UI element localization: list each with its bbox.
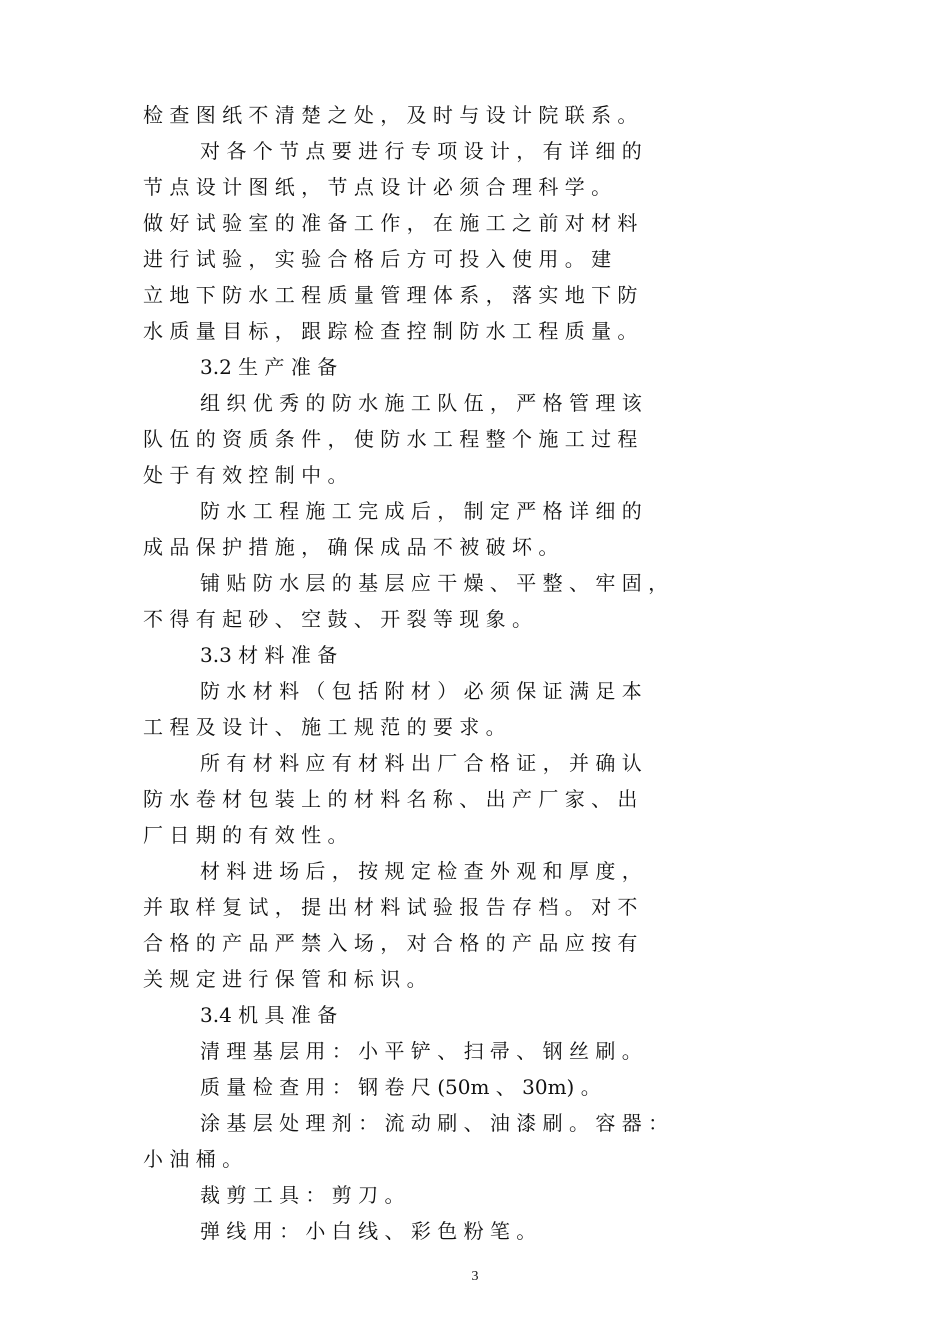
text-line: 检 查 图 纸 不 清 楚 之 处 ， 及 时 与 设 计 院 联 系 。 (143, 103, 638, 127)
text-line: 工 程 及 设 计 、 施 工 规 范 的 要 求 。 (143, 715, 506, 739)
text-line: 材 料 进 场 后 ， 按 规 定 检 查 外 观 和 厚 度 ， (200, 859, 642, 883)
text-line: 铺 贴 防 水 层 的 基 层 应 干 燥 、 平 整 、 牢 固 ， (200, 571, 669, 595)
section-heading: 3.2 生 产 准 备 (200, 355, 338, 379)
text-line: 并 取 样 复 试 ， 提 出 材 料 试 验 报 告 存 档 。 对 不 (143, 895, 638, 919)
text-line: 合 格 的 产 品 严 禁 入 场 ， 对 合 格 的 产 品 应 按 有 (143, 931, 638, 955)
text-line: 防 水 材 料 （ 包 括 附 材 ） 必 须 保 证 满 足 本 (200, 679, 642, 703)
text-line: 成 品 保 护 措 施 ， 确 保 成 品 不 被 破 坏 。 (143, 535, 559, 559)
text-line: 关 规 定 进 行 保 管 和 标 识 。 (143, 967, 427, 991)
text-line: 不 得 有 起 砂 、 空 鼓 、 开 裂 等 现 象 。 (143, 607, 533, 631)
text-line: 厂 日 期 的 有 效 性 。 (143, 823, 348, 847)
text-line: 对 各 个 节 点 要 进 行 专 项 设 计 ， 有 详 细 的 (200, 139, 642, 163)
text-line: 弹 线 用 ： 小 白 线 、 彩 色 粉 笔 。 (200, 1219, 537, 1243)
text-line: 做 好 试 验 室 的 准 备 工 作 ， 在 施 工 之 前 对 材 料 (143, 211, 638, 235)
text-line: 处 于 有 效 控 制 中 。 (143, 463, 348, 487)
text-line: 防 水 工 程 施 工 完 成 后 ， 制 定 严 格 详 细 的 (200, 499, 642, 523)
page-number: 3 (471, 1269, 479, 1284)
text-line: 质 量 检 查 用 ： 钢 卷 尺 (50m 、 30m) 。 (200, 1075, 601, 1099)
text-line: 进 行 试 验 ， 实 验 合 格 后 方 可 投 入 使 用 。 建 (143, 247, 612, 271)
section-heading: 3.4 机 具 准 备 (200, 1003, 338, 1027)
text-line: 防 水 卷 材 包 装 上 的 材 料 名 称 、 出 产 厂 家 、 出 (143, 787, 638, 811)
section-heading: 3.3 材 料 准 备 (200, 643, 338, 667)
text-line: 所 有 材 料 应 有 材 料 出 厂 合 格 证 ， 并 确 认 (200, 751, 642, 775)
text-line: 队 伍 的 资 质 条 件 ， 使 防 水 工 程 整 个 施 工 过 程 (143, 427, 638, 451)
text-line: 清 理 基 层 用 ： 小 平 铲 、 扫 帚 、 钢 丝 刷 。 (200, 1039, 642, 1063)
text-line: 组 织 优 秀 的 防 水 施 工 队 伍 ， 严 格 管 理 该 (200, 391, 642, 415)
text-line: 涂 基 层 处 理 剂 ： 流 动 刷 、 油 漆 刷 。 容 器 ： (200, 1111, 669, 1135)
text-line: 裁 剪 工 具 ： 剪 刀 。 (200, 1183, 405, 1207)
text-line: 水 质 量 目 标 ， 跟 踪 检 查 控 制 防 水 工 程 质 量 。 (143, 319, 638, 343)
text-line: 立 地 下 防 水 工 程 质 量 管 理 体 系 ， 落 实 地 下 防 (143, 283, 638, 307)
text-line: 小 油 桶 。 (143, 1147, 243, 1171)
text-line: 节 点 设 计 图 纸 ， 节 点 设 计 必 须 合 理 科 学 。 (143, 175, 612, 199)
